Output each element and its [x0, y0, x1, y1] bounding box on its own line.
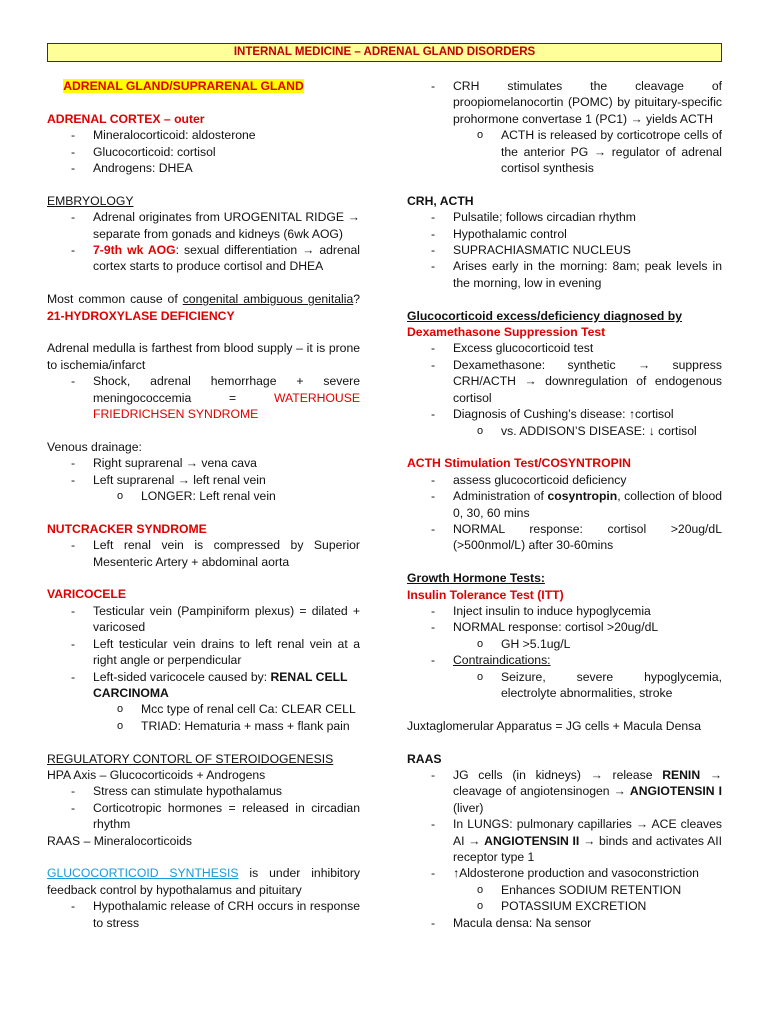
list-item: - Androgens: DHEA [47, 160, 360, 176]
list-item: - Diagnosis of Cushing’s disease: ↑cortisol [407, 406, 722, 422]
list-item-text: Shock, adrenal hemorrhage + severe meningococcemia = [93, 374, 360, 405]
congenital-term: congenital ambiguous genitalia [182, 292, 354, 307]
cosyntropin-term: cosyntropin [547, 489, 618, 504]
congenital-question [47, 291, 360, 324]
list-item-text: In LUNGS: pulmonary capillaries → ACE cleaves AI → [453, 817, 722, 848]
glucocorticoid-synthesis-link[interactable]: GLUCOCORTICOID SYNTHESIS [47, 866, 239, 881]
dex-subheading: Dexamethasone Suppression Test [407, 325, 606, 340]
list-item: - Adrenal originates from UROGENITAL RIDGE → separate from gonads and kidneys (6wk AOG) [47, 209, 360, 242]
acth-stim-heading: ACTH Stimulation Test/COSYNTROPIN [407, 456, 631, 471]
sub-list-item: o LONGER: Left renal vein [47, 488, 360, 504]
synthesis-paragraph [47, 865, 360, 898]
contraindications-label: Contraindications: [453, 653, 551, 668]
list-item: - assess glucocorticoid deficiency [407, 472, 722, 488]
raas-line: RAAS – Mineralocorticoids [47, 833, 192, 848]
list-item [407, 652, 722, 668]
cortex-heading: ADRENAL CORTEX – outer [47, 111, 205, 126]
jga-line: Juxtaglomerular Apparatus = JG cells + Macula Densa [407, 718, 701, 733]
sub-list-item: o Mcc type of renal cell Ca: CLEAR CELL [47, 701, 360, 717]
list-item: - Testicular vein (Pampiniform plexus) = dilated + varicosed [47, 603, 360, 636]
list-item: - Right suprarenal → vena cava [47, 455, 360, 471]
list-item: - Macula densa: Na sensor [407, 915, 722, 931]
dex-heading: Glucocorticoid excess/deficiency diagnosed by [407, 308, 682, 323]
itt-subheading: Insulin Tolerance Test (ITT) [407, 587, 564, 602]
document-title-banner: INTERNAL MEDICINE – ADRENAL GLAND DISORDERS [47, 43, 722, 62]
gh-heading: Growth Hormone Tests: [407, 571, 545, 586]
sub-list-item: o GH >5.1ug/L [407, 636, 722, 652]
list-item-text: → binds and activates AII receptor type 1 [453, 833, 722, 864]
list-item-text: , collection of blood 0, 30, 60 mins [453, 489, 722, 520]
list-item [407, 816, 722, 865]
medulla-text: Adrenal medulla is farthest from blood supply – it is prone to ischemia/infarct [47, 341, 360, 372]
sub-list-item: o vs. ADDISON’S DISEASE: ↓ cortisol [407, 423, 722, 439]
embryology-heading: EMBRYOLOGY [47, 193, 134, 208]
synthesis-text: is under inhibitory feedback control by hypothalamus and pituitary [47, 866, 360, 897]
list-item-text: → cleavage of angiotensinogen → [453, 767, 723, 799]
list-item [47, 669, 360, 702]
waterhouse-syndrome: WATERHOUSE FRIEDRICHSEN SYNDROME [93, 390, 360, 422]
list-item [407, 488, 722, 521]
list-item: - Left suprarenal → left renal vein [47, 472, 360, 488]
raas-heading: RAAS [407, 751, 442, 766]
angiotensin-i-term: ANGIOTENSIN I [629, 784, 722, 799]
angiotensin-ii-term: ANGIOTENSIN II [484, 833, 580, 848]
list-item-text: JG cells (in kidneys) → release [453, 767, 653, 782]
list-item-text: (liver) [453, 800, 484, 815]
list-item: - Excess glucocorticoid test [407, 340, 722, 356]
sub-list-item: o Enhances SODIUM RETENTION [407, 882, 722, 898]
renin-term: RENIN [662, 767, 701, 782]
adrenal-gland-title [47, 78, 360, 94]
right-column [407, 78, 722, 931]
venous-heading: Venous drainage: [47, 439, 142, 454]
list-item: - SUPRACHIASMATIC NUCLEUS [407, 242, 722, 258]
list-item: - ↑Aldosterone production and vasoconstriction [407, 865, 722, 881]
list-item: - CRH stimulates the cleavage of proopiomelanocortin (POMC) by pituitary-specific prohormone convertase 1 (PC1) → yields ACTH [407, 78, 722, 127]
nutcracker-heading: NUTCRACKER SYNDROME [47, 521, 207, 536]
aog-highlight: 7-9th wk AOG [93, 243, 176, 258]
list-item-text: : sexual differentiation → adrenal cortex starts to produce cortisol and DHEA [93, 243, 360, 274]
list-item: - Inject insulin to induce hypoglycemia [407, 603, 722, 619]
list-item: - NORMAL response: cortisol >20ug/dL (>500nmol/L) after 30-60mins [407, 521, 722, 554]
list-item: - Pulsatile; follows circadian rhythm [407, 209, 722, 225]
list-item: - Corticotropic hormones = released in circadian rhythm [47, 800, 360, 833]
left-column [47, 78, 360, 931]
regulatory-heading: REGULATORY CONTORL OF STEROIDOGENESIS [47, 751, 334, 766]
list-item: - Arises early in the morning: 8am; peak levels in the morning, low in evening [407, 258, 722, 291]
list-item-text: Administration of [453, 489, 544, 504]
list-item-text: Left-sided varicocele caused by: [93, 669, 268, 684]
adrenal-gland-title-text: ADRENAL GLAND/SUPRARENAL GLAND [63, 79, 304, 93]
sub-list-item: o POTASSIUM EXCRETION [407, 898, 722, 914]
sub-list-item: o ACTH is released by corticotrope cells of the anterior PG → regulator of adrenal cortisol synthesis [407, 127, 722, 176]
list-item [47, 373, 360, 422]
question-mark: ? [353, 292, 360, 307]
congenital-prefix: Most common cause of [47, 292, 178, 307]
list-item: - Mineralocorticoid: aldosterone [47, 127, 360, 143]
varicocele-heading: VARICOCELE [47, 587, 126, 602]
list-item [407, 767, 722, 816]
list-item: - Glucocorticoid: cortisol [47, 144, 360, 160]
crh-acth-heading: CRH, ACTH [407, 193, 474, 208]
list-item: - Hypothalamic control [407, 226, 722, 242]
renal-cell-carcinoma: RENAL CELL CARCINOMA [93, 669, 348, 700]
list-item [47, 242, 360, 275]
list-item: - Dexamethasone: synthetic → suppress CRH/ACTH → downregulation of endogenous cortisol [407, 357, 722, 406]
list-item: - Left testicular vein drains to left renal vein at a right angle or perpendicular [47, 636, 360, 669]
hpa-axis-line: HPA Axis – Glucocorticoids + Androgens [47, 767, 266, 782]
list-item: - NORMAL response: cortisol >20ug/dL [407, 619, 722, 635]
sub-list-item: o TRIAD: Hematuria + mass + flank pain [47, 718, 360, 734]
list-item: - Stress can stimulate hypothalamus [47, 783, 360, 799]
list-item: - Left renal vein is compressed by Superior Mesenteric Artery + abdominal aorta [47, 537, 360, 570]
sub-list-item: o Seizure, severe hypoglycemia, electrolyte abnormalities, stroke [407, 669, 722, 702]
list-item: - Hypothalamic release of CRH occurs in response to stress [47, 898, 360, 931]
congenital-answer: 21-HYDROXYLASE DEFICIENCY [47, 308, 235, 323]
